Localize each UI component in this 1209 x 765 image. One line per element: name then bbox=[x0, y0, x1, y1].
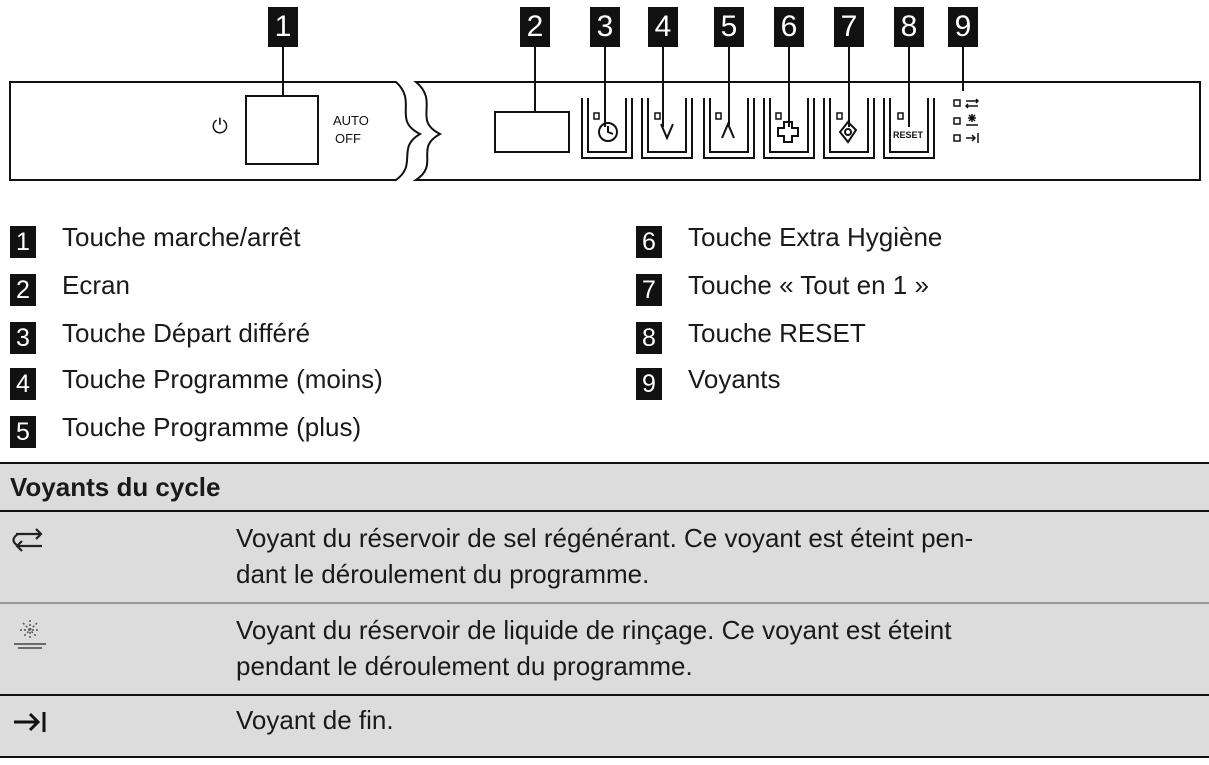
callout-7: 7 bbox=[834, 7, 864, 47]
callout-2: 2 bbox=[520, 7, 550, 47]
table-row bbox=[0, 696, 1209, 758]
rinse-aid-indicator-icon bbox=[10, 614, 50, 654]
table-row-description: Voyant de fin. bbox=[236, 705, 394, 735]
legend-badge: 9 bbox=[636, 368, 662, 400]
legend-badge: 3 bbox=[10, 322, 36, 354]
table-row bbox=[0, 512, 1209, 604]
legend-badge: 2 bbox=[10, 274, 36, 306]
callout-4: 4 bbox=[648, 7, 678, 47]
control-panel-drawing bbox=[0, 0, 1209, 200]
legend-label: Voyants bbox=[688, 364, 781, 394]
legend-badge: 7 bbox=[636, 274, 662, 306]
table-row-description: Voyant du réservoir de liquide de rinçage. Ce voyant est éteint pendant le déroulement du programme. bbox=[236, 615, 952, 681]
end-indicator-icon bbox=[10, 702, 50, 742]
auto-off-label-line2: OFF bbox=[335, 131, 361, 146]
legend-badge: 4 bbox=[10, 368, 36, 400]
legend-label: Touche « Tout en 1 » bbox=[688, 270, 929, 300]
legend-label: Touche Départ différé bbox=[62, 318, 311, 348]
callout-5: 5 bbox=[714, 7, 744, 47]
legend-label: Touche Extra Hygiène bbox=[688, 222, 943, 252]
power-symbol: ⏻ bbox=[212, 116, 228, 138]
cycle-indicators-table bbox=[0, 462, 1209, 758]
legend-label: Touche Programme (plus) bbox=[62, 412, 362, 442]
legend-label: Touche RESET bbox=[688, 318, 866, 348]
reset-button-label: RESET bbox=[893, 130, 924, 140]
legend-label: Ecran bbox=[62, 270, 130, 300]
callout-6: 6 bbox=[774, 7, 804, 47]
table-header bbox=[0, 462, 1209, 512]
legend-label: Touche Programme (moins) bbox=[62, 364, 383, 394]
legend-badge: 1 bbox=[10, 226, 36, 258]
table-row bbox=[0, 604, 1209, 696]
table-row-description: Voyant du réservoir de sel régénérant. Ce voyant est éteint pen- dant le déroulement du programme. bbox=[236, 523, 974, 589]
auto-off-label-line1: AUTO bbox=[333, 113, 369, 128]
callout-8: 8 bbox=[894, 7, 924, 47]
legend-badge: 5 bbox=[10, 416, 36, 448]
table-header-title: Voyants du cycle bbox=[10, 472, 221, 502]
legend-badge: 8 bbox=[636, 322, 662, 354]
callout-3: 3 bbox=[590, 7, 620, 47]
callout-9: 9 bbox=[948, 7, 978, 47]
salt-indicator-icon bbox=[10, 522, 50, 562]
legend-badge: 6 bbox=[636, 226, 662, 258]
legend-label: Touche marche/arrêt bbox=[62, 222, 301, 252]
callout-1: 1 bbox=[268, 7, 298, 47]
